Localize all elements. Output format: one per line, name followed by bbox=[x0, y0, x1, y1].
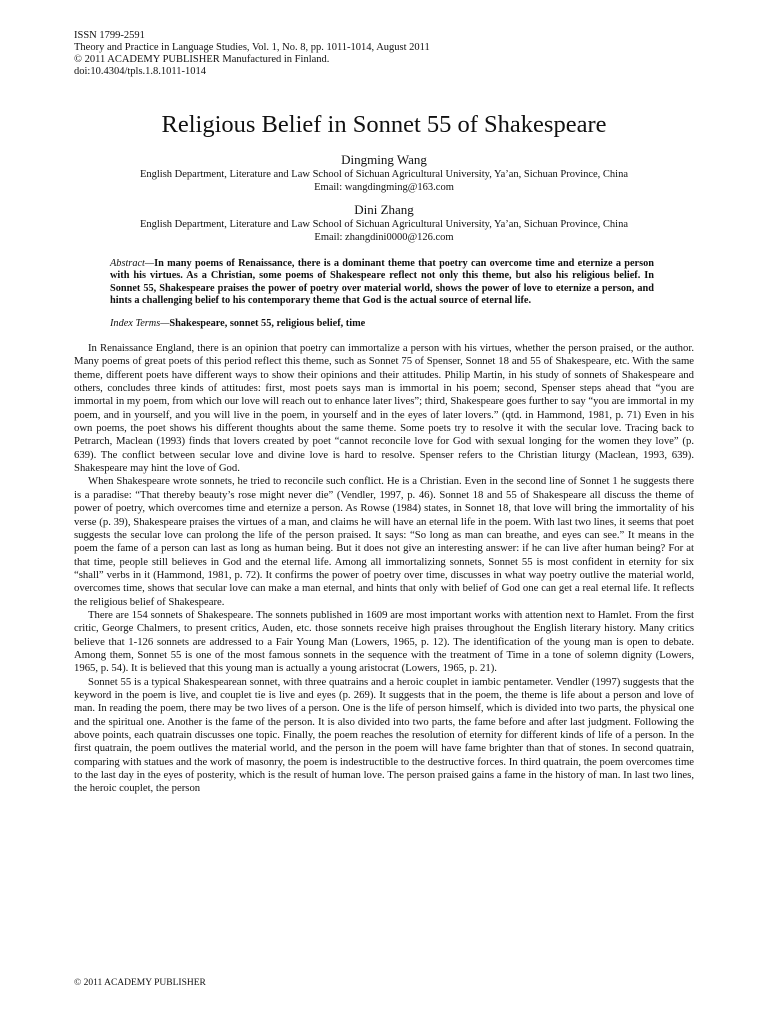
author-affiliation: English Department, Literature and Law School of Sichuan Agricultural University, Ya’an, Sichuan Province, China bbox=[139, 169, 629, 180]
doi: doi:10.4304/tpls.1.8.1011-1014 bbox=[74, 66, 207, 77]
paper-title: Religious Belief in Sonnet 55 of Shakespeare bbox=[161, 111, 607, 138]
body-text bbox=[74, 342, 694, 796]
author-block bbox=[74, 202, 694, 244]
masthead bbox=[74, 30, 694, 78]
body-paragraph: When Shakespeare wrote sonnets, he tried to reconcile such conflict. He is a Christian. Even in the second line of Sonnet 1 he suggests there is a paradise: “That thereby beauty’s rose might never die” (Vendler, 1997, p. 46). Sonnet 18 and 55 of Shakespeare all discuss the theme of power of poetry, which overcomes time and eternize a person. As Rowse (1984) states, in Sonnet 18, that love will bring the immortality of his verse (p. 39), Shakespeare praises the virtues of a man, and claims he will have an eternal life in the poem. With last two lines, it seems that poet suggests the secular love can prolong the life of the person praised. It says: “So long as man can breathe, and eyes can see.” It means in the poem the fame of a person can last as long as human being. But it does not give an interesting answer: if he can live after human being? For at that time, people still believes in God and the eternal life. Among all immortalizing sonnets, Sonnet 55 is most confident in eternity for six “shall” verbs in it (Hammond, 1981, p. 72). It confirms the power of poetry over time, discusses in what way poetry outlive the material world, overcomes time, shows that secular love can make a man eternal, and hints that only with belief of God one can get a real eternal life. It reflects the religious belief of Shakespeare. bbox=[74, 475, 694, 608]
abstract-lead: Abstract— bbox=[110, 258, 155, 269]
abstract-text: In many poems of Renaissance, there is a dominant theme that poetry can overcome time and eternize a person with his virtues. As a Christian, some poems of Shakespeare reflect not only this theme, but also his religious belief. In Sonnet 55, Shakespeare praises the power of poetry over material world, shows the power of love to eternize a person, and hints a challenging belief to his contemporary theme that God is the actual source of eternal life. bbox=[110, 258, 654, 307]
copyright-line: © 2011 ACADEMY PUBLISHER Manufactured in Finland. bbox=[74, 54, 330, 65]
body-paragraph: There are 154 sonnets of Shakespeare. The sonnets published in 1609 are most important works with attention next to Hamlet. From the first critic, George Chalmers, to present critics, Auden, etc. those sonnets receive high praises throughout the English literary history. Many critics believe that 1-126 sonnets are addressed to a Fair Young Man (Lowers, 1965, p. 12). The identification of the young man is open to debate. Among them, Sonnet 55 is one of the most famous sonnets in the sequence with the treatment of Time in a tone of solemn dignity (Lowers, 1965, p. 54). It is believed that this young man is actually a young aristocrat (Lowers, 1965, p. 21). bbox=[74, 608, 694, 675]
index-terms bbox=[110, 318, 654, 330]
page-footer: © 2011 ACADEMY PUBLISHER bbox=[74, 978, 206, 988]
author-email: Email: zhangdini0000@126.com bbox=[314, 232, 454, 243]
index-terms-text: Shakespeare, sonnet 55, religious belief, time bbox=[169, 317, 366, 329]
body-paragraph: In Renaissance England, there is an opinion that poetry can immortalize a person with his virtues, whether the person praised, or the author. Many poems of great poets of this period reflect this theme, such as Sonnet 75 of Spenser, Sonnet 18 and 55 of Shakespeare, etc. With the same theme, different poets have different ways to show their opinions and their attitudes. Philip Martin, in his study of sonnets of Shakespeare and others, concludes three kinds of attitudes: first, most poets says man is immortal in his poem; second, Spenser steps ahead that “you are immortal in my poem, from which our love will reach out to enhance later lives”; third, Shakespeare goes further to say “you are immortal in my poem, and in yourself, and you will live in the poem, in yourself and in the eyes of later lovers.” (qtd. in Hammond, 1981, p. 71) Even in his own poems, the poet shows his different thoughts about the same theme. Some poets try to resolve it with the secular love. Tracing back to Petrarch, Maclean (1993) finds that lovers created by poet “cannot reconcile love for God with sexual longing for the women they love” (p. 639). The conflict between secular love and divine love is hard to resolve. Spenser refers to the Christian liturgy (Maclean, 1993, 639). Shakespeare may hint the love of God. bbox=[74, 342, 694, 475]
author-block bbox=[74, 152, 694, 194]
author-name: Dingming Wang bbox=[341, 152, 427, 167]
index-terms-lead: Index Terms— bbox=[110, 317, 170, 329]
issn: ISSN 1799-2591 bbox=[74, 30, 145, 41]
journal-info: Theory and Practice in Language Studies, Vol. 1, No. 8, pp. 1011-1014, August 2011 bbox=[74, 42, 430, 53]
author-email: Email: wangdingming@163.com bbox=[314, 182, 454, 193]
abstract bbox=[110, 258, 654, 308]
author-affiliation: English Department, Literature and Law School of Sichuan Agricultural University, Ya’an, Sichuan Province, China bbox=[139, 219, 629, 230]
author-name: Dini Zhang bbox=[354, 202, 414, 217]
body-paragraph: Sonnet 55 is a typical Shakespearean sonnet, with three quatrains and a heroic couplet in iambic pentameter. Vendler (1997) suggests that the keyword in the poem is live, and couplet tie is live and eyes (p. 269). It suggests that in the poem, the theme is life about a person and love of man. In reading the poem, there may be two lives of a person. One is the life of person himself, which is divided into two parts, the physical one and the spiritual one. Another is the fame of the person. It is also divided into two parts, the fame before and after last judgment. Following the above points, each quatrain discusses one topic. Finally, the poem reaches the resolution of eternity for different kinds of life of a person. In the first quatrain, the poem outlives the material world, and the person in the poem will have fame brighter than that of stones. In second quatrain, comparing with statues and the work of masonry, the poem is indestructible to the destructive forces. In third quatrain, the poem overcomes time to the last day in the eyes of posterity, which is the result of human love. The person praised gains a fame in the history of man. In last two lines, the heroic couplet, the person bbox=[74, 675, 694, 795]
